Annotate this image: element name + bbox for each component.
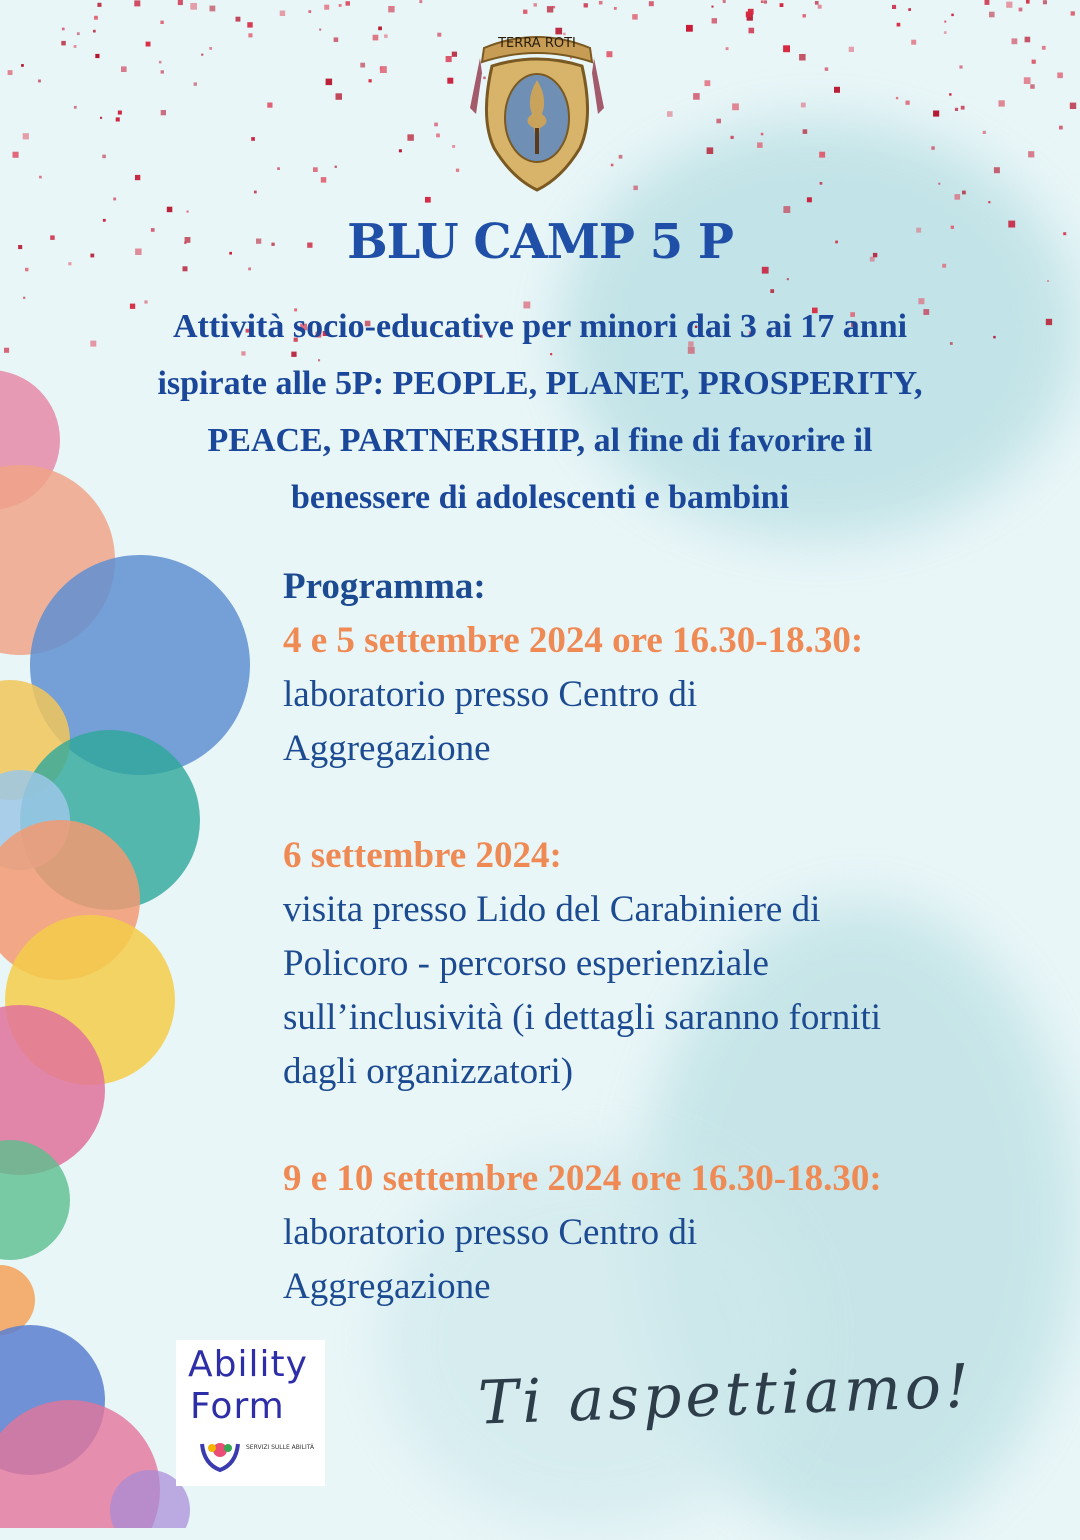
confetti-piece [161, 110, 166, 115]
confetti-piece [437, 33, 441, 37]
confetti-piece [896, 97, 898, 99]
confetti-piece [1030, 84, 1035, 89]
event-date: 6 settembre 2024: [283, 835, 562, 876]
confetti-piece [983, 131, 986, 134]
confetti-piece [614, 7, 617, 10]
confetti-piece [452, 145, 455, 148]
confetti-piece [280, 11, 286, 17]
subtitle-line: PEACE, PARTNERSHIP, al fine di favorire il [207, 422, 873, 459]
program-event [283, 1152, 1073, 1314]
confetti-piece [1025, 37, 1031, 43]
confetti-piece [649, 1, 654, 6]
confetti-piece [336, 93, 343, 100]
confetti-piece [949, 93, 951, 95]
confetti-piece [849, 47, 854, 52]
confetti-piece [187, 211, 189, 213]
confetti-piece [815, 1, 819, 5]
event-description: laboratorio presso Centro di [283, 1212, 698, 1253]
confetti-piece [726, 47, 729, 50]
logo-text: Form [190, 1386, 285, 1427]
confetti-piece [452, 52, 457, 57]
subtitle [50, 298, 1030, 526]
confetti-piece [807, 197, 812, 202]
confetti-piece [955, 108, 958, 111]
confetti-piece [959, 65, 962, 68]
subtitle-line: benessere di adolescenti e bambini [290, 479, 790, 516]
confetti-piece [321, 177, 327, 183]
confetti-piece [783, 45, 790, 52]
confetti-piece [951, 14, 954, 17]
confetti-piece [686, 25, 693, 32]
confetti-piece [712, 6, 714, 8]
confetti-piece [994, 167, 1000, 173]
confetti-piece [746, 12, 752, 18]
event-description: sull’inclusività (i dettagli saranno forniti [283, 997, 882, 1038]
confetti-piece [254, 191, 257, 194]
confetti-piece [989, 12, 995, 18]
confetti-piece [787, 278, 789, 280]
confetti-piece [248, 33, 252, 37]
confetti-piece [456, 169, 459, 172]
confetti-piece [209, 47, 212, 50]
confetti-piece [95, 54, 99, 58]
confetti-piece [825, 67, 829, 71]
crest-label: TERRA ROTI [498, 36, 576, 51]
event-date: 4 e 5 settembre 2024 ore 16.30-18.30: [283, 620, 864, 661]
confetti-piece [1059, 126, 1063, 130]
confetti-piece [693, 93, 700, 100]
confetti-piece [761, 133, 764, 136]
confetti-piece [908, 8, 911, 11]
confetti-piece [21, 64, 24, 67]
confetti-piece [1024, 77, 1031, 84]
confetti-piece [938, 183, 940, 185]
confetti-piece [1026, 0, 1030, 4]
confetti-piece [346, 1, 351, 6]
confetti-piece [380, 66, 387, 73]
confetti-piece [251, 137, 255, 141]
confetti-piece [369, 79, 372, 82]
confetti-piece [61, 41, 66, 46]
confetti-piece [999, 100, 1005, 106]
program-heading: Programma: [283, 566, 486, 607]
confetti-piece [100, 117, 102, 119]
event-description: laboratorio presso Centro di [283, 674, 698, 715]
confetti-piece [160, 21, 163, 24]
confetti-piece [194, 82, 197, 85]
confetti-piece [134, 0, 140, 6]
page-title: BLU CAMP 5 P [347, 214, 733, 270]
confetti-piece [324, 5, 329, 10]
confetti-piece [906, 101, 910, 105]
signoff-text: Ti aspettiamo! [476, 1351, 975, 1439]
confetti-piece [820, 182, 823, 185]
confetti-piece [961, 106, 965, 110]
logo-tagline: SERVIZI SULLE ABILITÀ [246, 1444, 315, 1451]
confetti-piece [77, 32, 80, 35]
program-section [283, 560, 1073, 1314]
confetti-piece [716, 119, 721, 124]
confetti-piece [1019, 8, 1023, 12]
confetti-piece [764, 0, 767, 3]
confetti-piece [373, 35, 379, 41]
confetti-piece [210, 6, 216, 12]
confetti-piece [23, 133, 29, 139]
event-description: visita presso Lido del Carabiniere di [283, 889, 821, 930]
confetti-piece [553, 6, 556, 8]
confetti-piece [236, 17, 241, 22]
confetti-piece [1028, 151, 1034, 157]
confetti-piece [335, 166, 337, 168]
confetti-piece [803, 14, 806, 17]
confetti-piece [38, 80, 41, 83]
confetti-piece [319, 29, 321, 31]
confetti-piece [988, 201, 990, 203]
confetti-piece [1032, 60, 1036, 64]
confetti-piece [384, 34, 388, 38]
confetti-piece [247, 22, 252, 27]
confetti-piece [819, 152, 825, 158]
confetti-piece [783, 206, 790, 213]
confetti-piece [116, 117, 120, 121]
confetti-piece [434, 123, 438, 127]
confetti-piece [705, 80, 711, 86]
confetti-piece [388, 6, 394, 12]
confetti-piece [584, 3, 588, 7]
confetti-piece [723, 0, 726, 3]
confetti-piece [308, 10, 311, 13]
confetti-piece [277, 167, 280, 170]
confetti-piece [425, 197, 431, 203]
confetti-piece [834, 87, 840, 93]
confetti-piece [419, 0, 422, 3]
confetti-piece [712, 18, 717, 23]
confetti-piece [334, 37, 339, 42]
ability-form-logo [176, 1340, 325, 1486]
confetti-piece [985, 0, 990, 5]
confetti-piece [74, 45, 77, 48]
confetti-piece [803, 129, 808, 134]
confetti-piece [135, 175, 140, 180]
confetti-piece [633, 186, 638, 191]
confetti-piece [632, 14, 638, 20]
confetti-piece [523, 10, 527, 14]
confetti-piece [313, 167, 318, 172]
program-event [283, 614, 1073, 776]
confetti-piece [955, 194, 961, 200]
confetti-piece [1047, 280, 1049, 282]
confetti-piece [1006, 2, 1012, 8]
confetti-piece [8, 70, 13, 75]
confetti-piece [897, 23, 901, 27]
confetti-piece [407, 134, 414, 141]
confetti-piece [161, 70, 164, 73]
confetti-piece [892, 5, 896, 9]
event-description: Aggregazione [283, 1266, 491, 1307]
program-event [283, 829, 1073, 1099]
confetti-piece [732, 103, 739, 110]
confetti-piece [911, 40, 916, 45]
confetti-piece [178, 0, 183, 5]
confetti-piece [933, 111, 939, 117]
subtitle-line: Attività socio-educative per minori dai 3 ai 17 anni [172, 308, 908, 345]
confetti-piece [267, 103, 272, 108]
confetti-piece [599, 1, 603, 5]
confetti-piece [707, 147, 714, 154]
confetti-piece [39, 176, 42, 179]
confetti-piece [1071, 11, 1075, 15]
confetti-piece [339, 4, 342, 7]
confetti-piece [757, 142, 763, 148]
confetti-piece [799, 54, 806, 61]
event-description: Policoro - percorso esperienziale [283, 943, 769, 984]
confetti-piece [436, 134, 440, 138]
confetti-piece [201, 54, 203, 56]
confetti-piece [97, 3, 101, 7]
confetti-piece [399, 149, 402, 152]
subtitle-line: ispirate alle 5P: PEOPLE, PLANET, PROSPERITY, [157, 365, 923, 402]
confetti-piece [1043, 0, 1047, 4]
confetti-piece [619, 155, 623, 159]
confetti-piece [944, 21, 946, 23]
event-date: 9 e 10 settembre 2024 ore 16.30-18.30: [283, 1158, 882, 1199]
confetti-piece [118, 111, 122, 115]
confetti-piece [801, 103, 806, 108]
confetti-piece [102, 155, 106, 159]
confetti-piece [1046, 319, 1052, 325]
confetti-piece [731, 136, 734, 139]
confetti-piece [1012, 38, 1018, 44]
confetti-piece [167, 207, 173, 213]
confetti-piece [667, 111, 673, 117]
confetti-piece [113, 198, 116, 201]
confetti-piece [944, 31, 947, 34]
confetti-piece [93, 30, 96, 33]
event-description: dagli organizzatori) [283, 1051, 574, 1092]
confetti-piece [770, 289, 774, 293]
confetti-piece [326, 79, 333, 86]
confetti-piece [931, 146, 935, 150]
confetti-piece [749, 28, 755, 34]
confetti-piece [818, 5, 822, 9]
confetti-piece [159, 61, 162, 64]
confetti-piece [62, 28, 65, 31]
confetti-piece [1042, 46, 1046, 50]
confetti-piece [446, 56, 452, 62]
hands-icon [198, 1434, 242, 1474]
confetti-piece [534, 3, 537, 6]
coat-of-arms [462, 18, 612, 196]
logo-text: Ability [188, 1344, 308, 1385]
confetti-piece [360, 63, 365, 68]
confetti-piece [146, 42, 151, 47]
confetti-piece [1070, 103, 1076, 109]
confetti-piece [761, 0, 764, 3]
confetti-piece [190, 3, 197, 10]
confetti-piece [1057, 73, 1063, 79]
confetti-piece [74, 106, 77, 109]
confetti-piece [378, 27, 382, 31]
confetti-piece [13, 152, 19, 158]
event-description: Aggregazione [283, 728, 491, 769]
confetti-piece [447, 78, 453, 84]
confetti-piece [23, 297, 25, 299]
confetti-piece [4, 348, 9, 353]
confetti-piece [962, 191, 966, 195]
confetti-piece [547, 6, 553, 12]
confetti-piece [94, 16, 98, 20]
confetti-piece [780, 3, 784, 7]
confetti-piece [121, 66, 127, 72]
